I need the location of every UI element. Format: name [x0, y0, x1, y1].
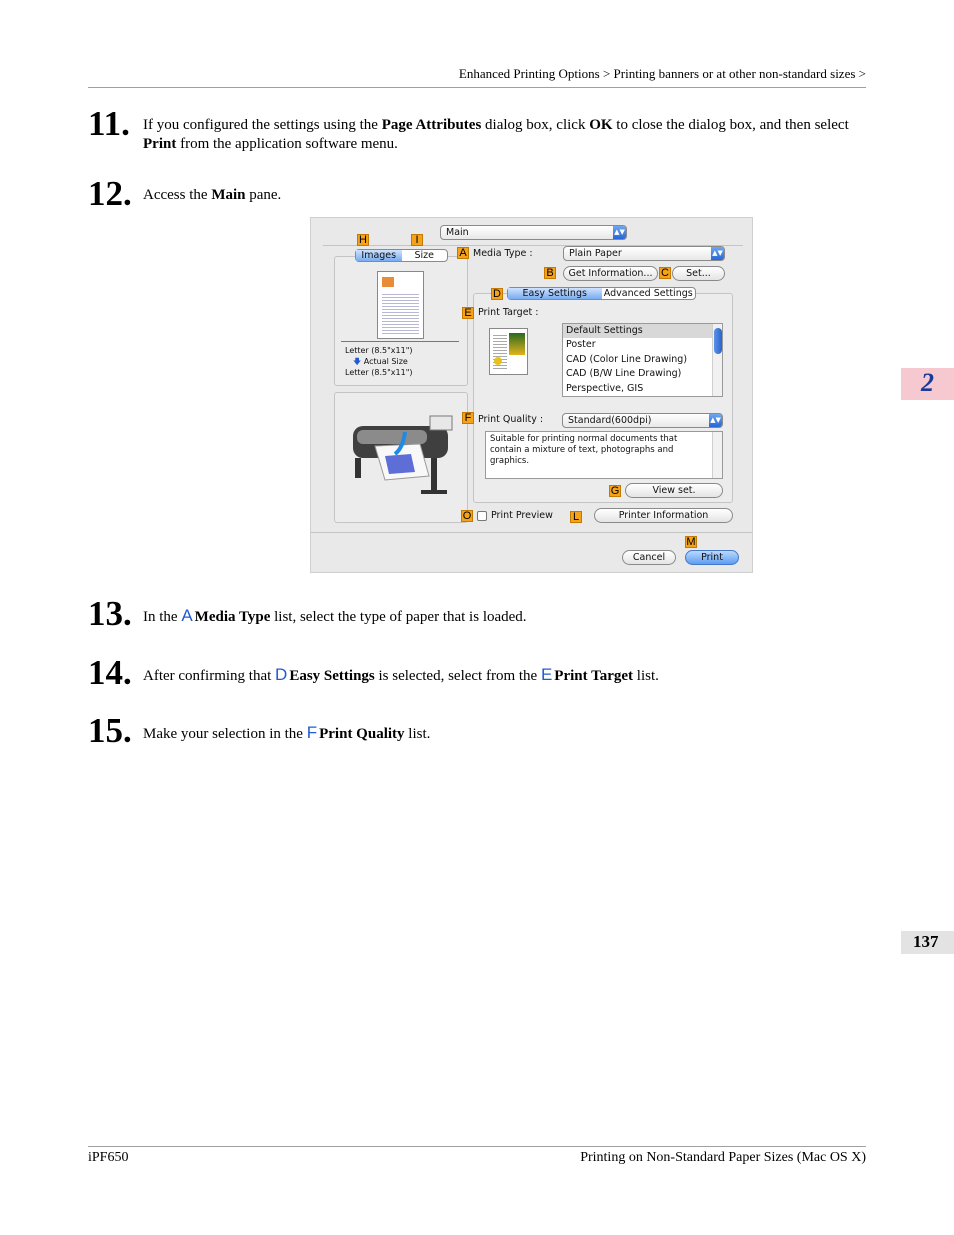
list-item[interactable]: Poster: [566, 339, 596, 350]
badge-m: M: [686, 536, 696, 548]
chapter-number: 2: [921, 368, 934, 397]
badge-a: A: [457, 247, 469, 259]
footer-model: iPF650: [88, 1150, 129, 1165]
print-target-list[interactable]: [562, 323, 723, 397]
printer-illustration-icon: [345, 404, 463, 504]
thumbnail-photo: [509, 333, 525, 355]
pane-popup[interactable]: Main ▲▼: [440, 225, 627, 240]
tab-easy-settings[interactable]: Easy Settings: [508, 288, 602, 299]
step-text: Access the Main pane.: [143, 187, 282, 203]
view-set-button[interactable]: View set.: [625, 483, 723, 498]
badge-b: B: [544, 267, 556, 279]
page-header-breadcrumb: Enhanced Printing Options > Printing banners or at other non-standard sizes >: [458, 66, 866, 81]
print-dialog-screenshot: [310, 217, 753, 573]
chapter-tab[interactable]: [901, 368, 954, 400]
badge-g: G: [610, 485, 620, 497]
print-quality-popup[interactable]: Standard(600dpi) ▲▼: [562, 413, 723, 428]
badge-f: F: [462, 412, 474, 424]
badge-l: L: [570, 511, 582, 523]
badge-e: E: [462, 307, 474, 319]
footer-section-title: Printing on Non-Standard Paper Sizes (Mac OS X): [580, 1150, 866, 1165]
print-button[interactable]: Print: [685, 550, 739, 565]
cancel-button[interactable]: Cancel: [622, 550, 676, 565]
preview-text-lines: [382, 292, 419, 334]
step-text: After confirming that D Easy Settings is selected, select from the E Print Target list.: [143, 665, 659, 684]
list-item[interactable]: CAD (Color Line Drawing): [566, 354, 688, 365]
thumbnail-text-lines: [493, 333, 507, 371]
badge-d: D: [491, 288, 503, 300]
tab-size[interactable]: Size: [414, 250, 434, 261]
print-target-label: Print Target :: [478, 307, 539, 318]
tab-images[interactable]: Images: [356, 250, 402, 261]
media-type-popup[interactable]: Plain Paper ▲▼: [563, 246, 725, 261]
list-item[interactable]: Perspective, GIS: [566, 383, 644, 394]
settings-tabs[interactable]: [507, 287, 696, 300]
step-number: 15.: [88, 711, 132, 750]
ref-letter-f: F: [306, 723, 318, 742]
page-preview: [377, 271, 424, 339]
print-preview-checkbox[interactable]: [477, 511, 487, 521]
size-info: Letter (8.5"x11") 🡇 Actual Size Letter (8.5"x11"): [345, 346, 413, 377]
print-quality-label: Print Quality :: [478, 414, 544, 425]
ref-letter-e: E: [540, 665, 553, 684]
list-item[interactable]: Default Settings: [566, 325, 643, 336]
badge-h: H: [357, 234, 369, 246]
tab-advanced-settings[interactable]: Advanced Settings: [603, 288, 693, 299]
step-text: If you configured the settings using the Page Attributes dialog box, click OK to close the dialog box, and then select Print from the application software menu.: [143, 117, 849, 152]
page-number-tab: [901, 931, 954, 954]
step-number: 11.: [88, 104, 130, 143]
step-number: 13.: [88, 594, 132, 633]
step-number: 14.: [88, 653, 132, 692]
step-text: In the A Media Type list, select the type of paper that is loaded.: [143, 606, 527, 625]
badge-c: C: [659, 267, 671, 279]
footer-divider: [88, 1146, 866, 1147]
popup-arrows-icon: ▲▼: [709, 414, 722, 427]
print-preview-label: Print Preview: [491, 510, 553, 521]
ref-letter-a: A: [181, 606, 193, 625]
header-divider: [88, 87, 866, 88]
print-target-thumbnail: [489, 328, 528, 375]
list-item[interactable]: CAD (B/W Line Drawing): [566, 368, 682, 379]
scroll-thumb[interactable]: [714, 328, 722, 354]
step-number: 12.: [88, 174, 132, 213]
page-number: 137: [913, 932, 939, 951]
step-text: Make your selection in the F Print Quality list.: [143, 723, 431, 742]
ref-letter-d: D: [275, 665, 288, 684]
popup-arrows-icon: ▲▼: [711, 247, 724, 260]
preview-image-icon: [382, 277, 394, 287]
media-type-label: Media Type :: [473, 248, 533, 259]
printer-information-button[interactable]: Printer Information: [594, 508, 733, 523]
set-button[interactable]: Set...: [672, 266, 725, 281]
popup-arrows-icon: ▲▼: [613, 226, 626, 239]
preview-tabs[interactable]: [355, 249, 448, 262]
list-scrollbar[interactable]: [712, 324, 722, 396]
divider: [341, 341, 459, 342]
badge-o: O: [462, 510, 472, 522]
thumbnail-flower-icon: [494, 357, 502, 365]
arrow-down-icon: 🡇: [353, 357, 362, 366]
get-information-button[interactable]: Get Information...: [563, 266, 658, 281]
quality-description: Suitable for printing normal documents that contain a mixture of text, photographs and graphics.: [485, 431, 723, 479]
badge-i: I: [411, 234, 423, 246]
divider: [311, 532, 752, 533]
description-scrollbar[interactable]: [712, 432, 722, 478]
